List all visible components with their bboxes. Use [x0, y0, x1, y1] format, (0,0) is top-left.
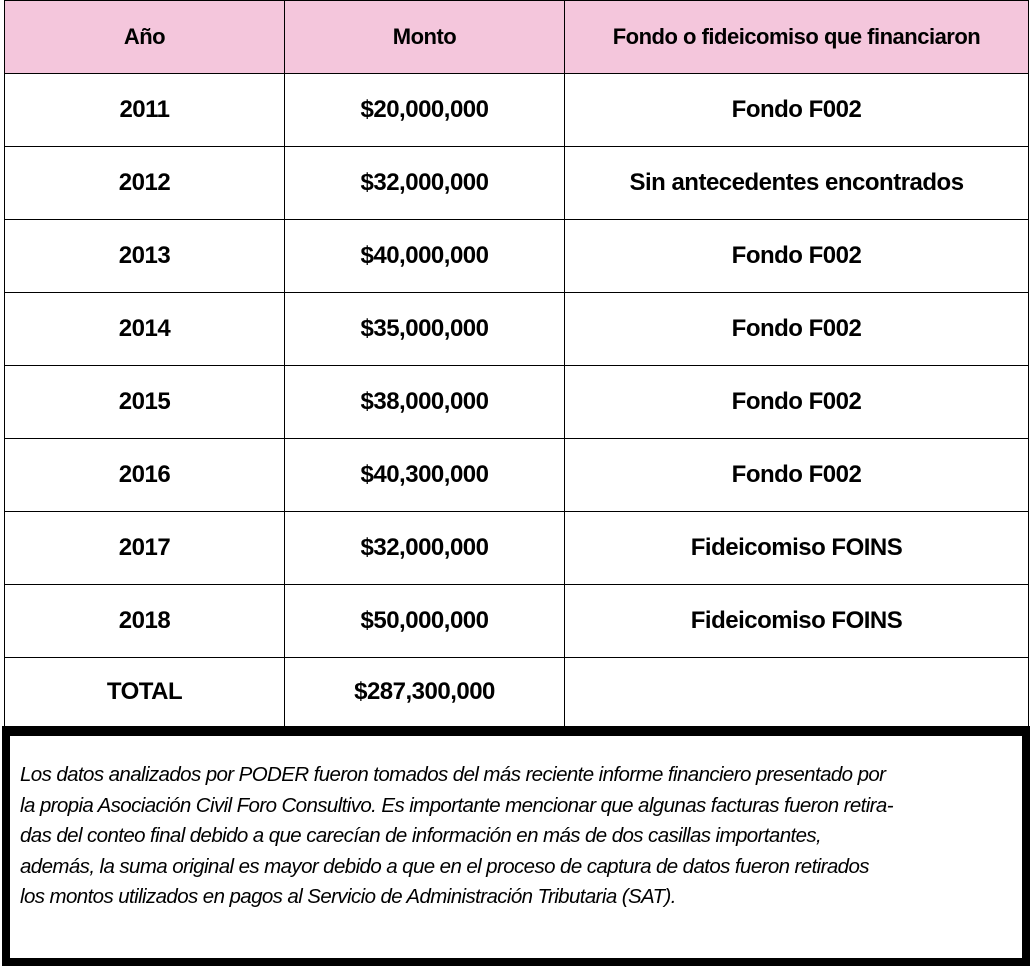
total-fund-empty	[565, 658, 1029, 727]
table-row	[5, 585, 1029, 658]
note-line: además, la suma original es mayor debido a que en el proceso de captura de datos fueron retirados	[20, 854, 869, 878]
funding-table	[4, 0, 1029, 727]
cell-year: 2013	[5, 220, 285, 293]
cell-amount: $35,000,000	[285, 293, 565, 366]
cell-fund: Fondo F002	[565, 439, 1029, 512]
cell-year: 2017	[5, 512, 285, 585]
header-fund: Fondo o fideicomiso que financiaron	[565, 1, 1029, 74]
table-row	[5, 220, 1029, 293]
total-row	[5, 658, 1029, 727]
cell-year: 2012	[5, 147, 285, 220]
total-label: TOTAL	[5, 658, 285, 727]
source-note	[20, 760, 1010, 913]
note-line: los montos utilizados en pagos al Servicio de Administración Tributaria (SAT).	[20, 885, 676, 908]
total-amount: $287,300,000	[285, 658, 565, 727]
table-row	[5, 512, 1029, 585]
table-row	[5, 439, 1029, 512]
header-row	[5, 1, 1029, 74]
cell-fund: Fondo F002	[565, 220, 1029, 293]
cell-year: 2016	[5, 439, 285, 512]
table-row	[5, 293, 1029, 366]
note-line: Los datos analizados por PODER fueron tomados del más reciente informe financiero presentado por	[20, 763, 886, 786]
cell-fund: Fondo F002	[565, 293, 1029, 366]
cell-amount: $32,000,000	[285, 147, 565, 220]
table-row	[5, 147, 1029, 220]
cell-fund: Fondo F002	[565, 366, 1029, 439]
cell-fund: Fideicomiso FOINS	[565, 585, 1029, 658]
table-row	[5, 366, 1029, 439]
source-note-box	[2, 726, 1030, 966]
cell-amount: $50,000,000	[285, 585, 565, 658]
cell-amount: $40,000,000	[285, 220, 565, 293]
cell-fund: Fideicomiso FOINS	[565, 512, 1029, 585]
cell-amount: $40,300,000	[285, 439, 565, 512]
header-amount: Monto	[285, 1, 565, 74]
cell-year: 2011	[5, 74, 285, 147]
cell-fund: Sin antecedentes encontrados	[565, 147, 1029, 220]
cell-year: 2014	[5, 293, 285, 366]
table-row	[5, 74, 1029, 147]
cell-year: 2015	[5, 366, 285, 439]
cell-amount: $20,000,000	[285, 74, 565, 147]
note-line: la propia Asociación Civil Foro Consultivo. Es importante mencionar que algunas facturas fueron retira-	[20, 793, 893, 817]
header-year: Año	[5, 1, 285, 74]
cell-year: 2018	[5, 585, 285, 658]
cell-amount: $38,000,000	[285, 366, 565, 439]
cell-amount: $32,000,000	[285, 512, 565, 585]
note-line: das del conteo final debido a que carecían de información en más de dos casillas importantes,	[20, 824, 822, 847]
cell-fund: Fondo F002	[565, 74, 1029, 147]
